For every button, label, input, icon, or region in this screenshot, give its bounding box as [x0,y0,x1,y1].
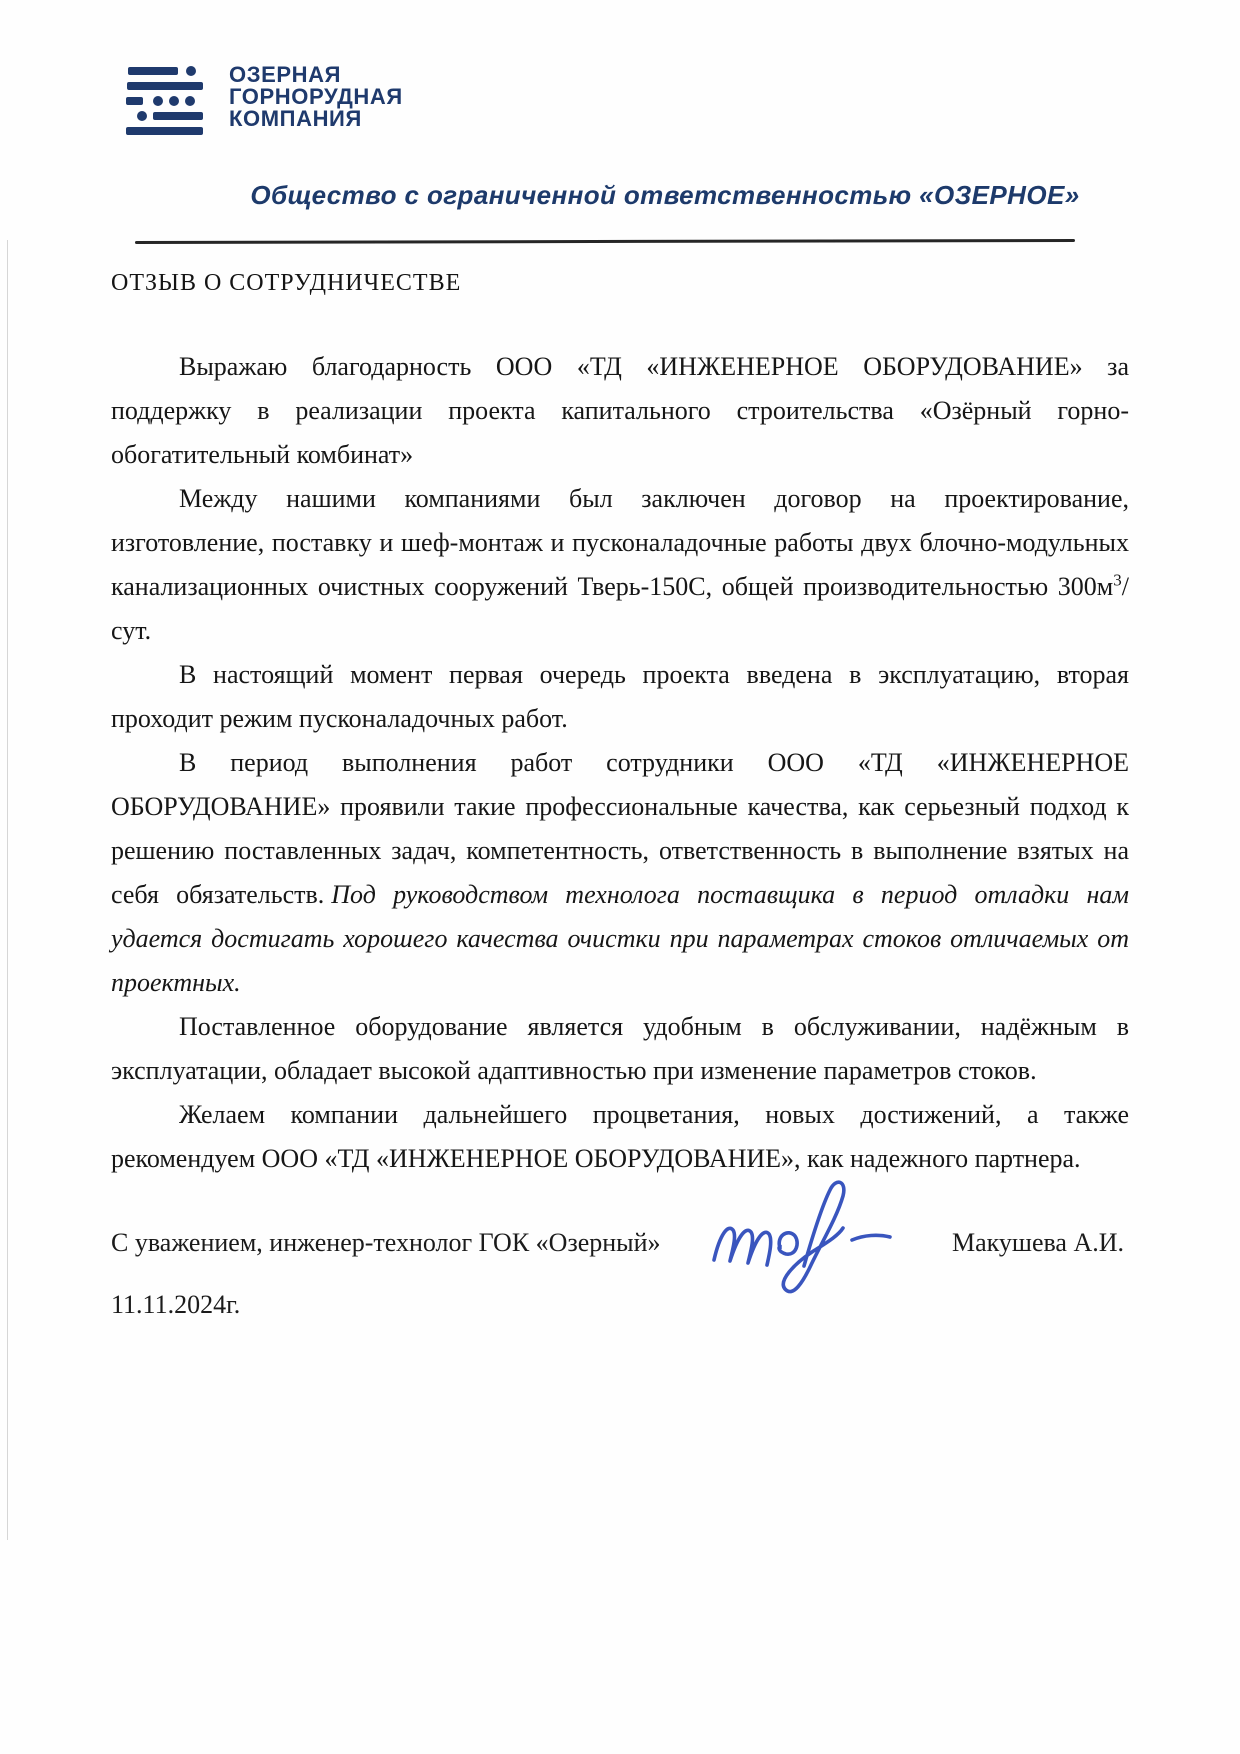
letterhead-company-title: Общество с ограниченной ответственностью «ОЗЕРНОЕ» [250,180,1080,210]
letterhead-divider-rule [135,239,1075,244]
document-heading: ОТЗЫВ О СОТРУДНИЧЕСТВЕ [111,270,462,296]
paragraph-6: Желаем компании дальнейшего процветания, новых достижений, а также рекомендуем ООО «ТД «ИНЖЕНЕРНОЕ ОБОРУДОВАНИЕ», как надежного партнера. [111,1100,1129,1173]
paragraph-2 [111,477,1129,653]
paragraph-1: Выражаю благодарность ООО «ТД «ИНЖЕНЕРНОЕ ОБОРУДОВАНИЕ» за поддержку в реализации проекта капитального строительства «Озёрный горно-обогатительный комбинат» [111,352,1129,469]
paragraph-3: В настоящий момент первая очередь проекта введена в эксплуатацию, вторая проходит режим пусконаладочных работ. [111,660,1129,733]
paragraph-4-normal: В период выполнения работ сотрудники ООО «ТД «ИНЖЕНЕРНОЕ ОБОРУДОВАНИЕ» проявили такие профессиональные качества, как серьезный подход к решению поставленных задач, компетентность, ответственность в выполнение взятых на себя обязательств. [111,748,1129,909]
signature-date: 11.11.2024г. [111,1290,241,1319]
paragraph-4 [111,741,1129,1005]
superscript-cubed: 3 [1113,570,1122,590]
logo-mark-icon [126,64,204,138]
company-logo-text [229,64,403,130]
logo-word-gornorudnaya: ГОРНОРУДНАЯ [229,84,403,109]
letter-body [111,345,1129,1181]
logo-word-kompaniya: КОМПАНИЯ [229,106,362,131]
paragraph-4-italic: Под руководством технолога поставщика в период отладки нам удается достигать хорошего качества очистки при параметрах стоков отличаемых от проектных. [111,880,1129,997]
signatory-name: Макушева А.И. [952,1228,1125,1257]
paragraph-5: Поставленное оборудование является удобным в обслуживании, надёжным в эксплуатации, обладает высокой адаптивностью при изменение параметров стоков. [111,1012,1129,1085]
paragraph-2-unit: /сут. [111,572,1129,645]
logo-word-ozernaya: ОЗЕРНАЯ [229,62,342,87]
paragraph-2-text: Между нашими компаниями был заключен договор на проектирование, изготовление, поставку и шеф-монтаж и пусконаладочные работы двух блочно-модульных канализационных очистных сооружений Тверь-150С, общей производительностью 300м [111,484,1129,601]
handwritten-signature [700,1168,910,1318]
signature-closing-line: С уважением, инженер-технолог ГОК «Озерный» [111,1228,661,1257]
scan-artifact-line [7,240,8,1540]
